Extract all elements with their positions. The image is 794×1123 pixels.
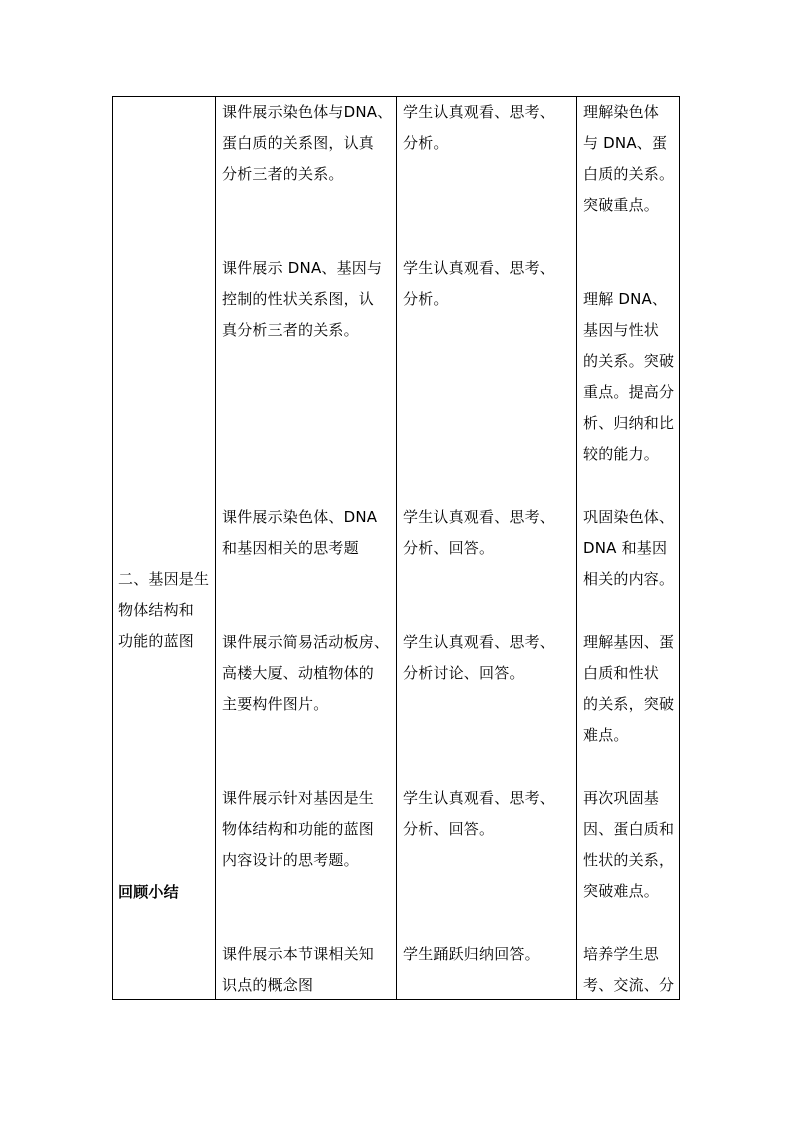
text-line: 学生认真观看、思考、 [403,633,556,651]
text-line: 学生认真观看、思考、 [403,789,556,807]
text-line: 考、交流、分 [583,976,675,994]
text-line: 与 DNA、蛋 [583,134,668,152]
teacher-activity-cell [222,253,382,346]
text-line: 识点的概念图 [222,976,314,994]
text-line: 再次巩固基 [583,789,660,807]
text-line: 课件展示本节课相关知 [222,945,375,963]
text-line: 白质和性状 [583,664,660,682]
design-intent-cell [583,783,674,907]
design-intent-cell [583,939,674,1001]
text-line: 控制的性状关系图，认 [222,290,375,308]
text-line: 分析。 [403,290,449,308]
text-line: 难点。 [583,726,629,744]
text-line: 白质的关系。 [583,165,675,183]
teacher-activity-cell [222,97,392,190]
text-line: 课件展示简易活动板房、 [222,633,390,651]
text-line: 课件展示针对基因是生 [222,789,375,807]
text-line: 和基因相关的思考题 [222,539,359,557]
text-line: 较的能力。 [583,445,660,463]
student-activity-cell [403,97,555,159]
design-intent-cell [583,284,674,470]
student-activity-cell [403,783,555,845]
text-line: 分析讨论、回答。 [403,664,525,682]
text-line: 的关系。突破 [583,352,675,370]
text-line: 课件展示 DNA、基因与 [222,259,383,277]
text-line: 学生认真观看、思考、 [403,259,556,277]
text-line: 分析。 [403,134,449,152]
student-activity-cell [403,939,540,970]
teacher-activity-cell [222,502,377,564]
text-line: 理解基因、蛋 [583,633,675,651]
text-line: 主要构件图片。 [222,695,329,713]
design-intent-cell [583,97,674,221]
text-line: 因、蛋白质和 [583,820,675,838]
stage-line: 物体结构和 [118,601,195,619]
text-line: 基因与性状 [583,321,660,339]
column-divider-3 [576,96,577,1000]
text-line: 性状的关系， [583,851,675,869]
text-line: 分析三者的关系。 [222,165,344,183]
text-line: 课件展示染色体与DNA、 [222,103,393,121]
text-line: 相关的内容。 [583,570,675,588]
text-line: 学生踊跃归纳回答。 [403,945,540,963]
text-line: 析、归纳和比 [583,414,675,432]
student-activity-cell [403,502,555,564]
text-line: 重点。提高分 [583,383,675,401]
text-line: 培养学生思 [583,945,660,963]
design-intent-cell [583,627,674,751]
design-intent-cell [583,502,674,595]
stage-section-title [118,564,209,657]
text-line: 分析、回答。 [403,539,495,557]
text-line: 真分析三者的关系。 [222,321,359,339]
student-activity-cell [403,253,555,315]
text-line: 理解染色体 [583,103,660,121]
text-line: 物体结构和功能的蓝图 [222,820,375,838]
column-divider-1 [215,96,216,1000]
teacher-activity-cell [222,939,374,1001]
text-line: 学生认真观看、思考、 [403,508,556,526]
text-line: 分析、回答。 [403,820,495,838]
text-line: 学生认真观看、思考、 [403,103,556,121]
text-line: 高楼大厦、动植物体的 [222,664,375,682]
teacher-activity-cell [222,627,389,720]
text-line: 课件展示染色体、DNA [222,508,378,526]
column-divider-2 [396,96,397,1000]
text-line: 蛋白质的关系图，认真 [222,134,375,152]
text-line: 内容设计的思考题。 [222,851,359,869]
student-activity-cell [403,627,555,689]
text-line: 突破重点。 [583,196,660,214]
text-line: DNA 和基因 [583,539,668,557]
stage-summary-title: 回顾小结 [118,883,179,901]
stage-line: 二、基因是生 [118,570,210,588]
text-line: 巩固染色体、 [583,508,675,526]
text-line: 突破难点。 [583,882,660,900]
teacher-activity-cell [222,783,374,876]
text-line: 理解 DNA、 [583,290,668,308]
stage-line: 功能的蓝图 [118,632,195,650]
text-line: 的关系，突破 [583,695,675,713]
